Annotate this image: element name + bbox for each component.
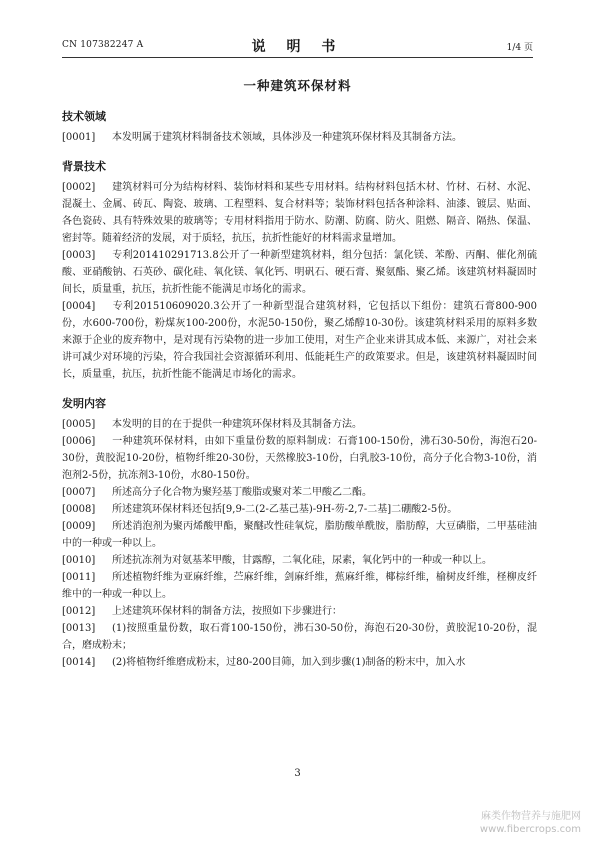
paragraph: [62, 433, 537, 484]
section: [62, 395, 537, 671]
paragraph-text: 本发明的目的在于提供一种建筑环保材料及其制备方法。: [112, 419, 362, 430]
paragraph-text: 一种建筑环保材料，由如下重量份数的原料制成：石膏100-150份，沸石30-50份，海泡石20-30份，黄胶泥10-20份，植物纤维20-30份，天然橡胶3-10份，白乳胶3-10份，高分子化合物3-10份，消泡剂2-5份，抗冻剂3-10份，水80-150份。: [62, 436, 537, 481]
paragraph-number: [0011]: [62, 572, 96, 583]
header-divider: [62, 57, 533, 58]
paragraph: [62, 518, 537, 552]
paragraph: [62, 179, 537, 247]
document-body: [62, 108, 537, 683]
section: [62, 108, 537, 146]
page-header: [62, 36, 533, 56]
paragraph: [62, 620, 537, 654]
paragraph: [62, 569, 537, 603]
section-heading: 发明内容: [62, 397, 106, 410]
paragraph-number: [0008]: [62, 504, 96, 515]
paragraph-text: 所述抗冻剂为对氨基苯甲酸，甘露醇，二氧化硅，尿素，氧化钙中的一种或一种以上。: [112, 555, 492, 566]
paragraph-text: 所述消泡剂为聚丙烯酸甲酯，聚醚改性硅氧烷，脂肪酸单酰胺，脂肪醇，大豆磷脂，二甲基硅油中的一种或一种以上。: [62, 521, 537, 549]
paragraph: [62, 129, 537, 146]
section-heading: 背景技术: [62, 160, 106, 173]
paragraph-number: [0002]: [62, 182, 96, 193]
document-title: 一种建筑环保材料: [243, 78, 352, 93]
paragraph-number: [0001]: [62, 132, 96, 143]
paragraph: [62, 552, 537, 569]
paragraph-text: 本发明属于建筑材料制备技术领域，具体涉及一种建筑环保材料及其制备方法。: [112, 132, 462, 143]
paragraph: [62, 501, 537, 518]
paragraph-text: 专利201410291713.8公开了一种新型建筑材料，组分包括：氯化镁、苯酚、丙酮、催化剂硫酸、亚硝酸钠、石英砂、碳化硅、氧化镁、氧化钙、明矾石、硬石膏、聚氨酯、聚乙烯。该建筑材料凝固时间长，质量重，抗压，抗折性能不能满足市场化的需求。: [62, 250, 537, 295]
watermark-url: www.fibercrops.com: [479, 824, 581, 835]
document-type: 说 明 书: [251, 39, 344, 55]
paragraph: [62, 416, 537, 433]
paragraph-number: [0007]: [62, 487, 96, 498]
paragraph-number: [0012]: [62, 606, 96, 617]
patent-number: CN 107382247 A: [62, 40, 144, 50]
section-heading: 技术领域: [62, 110, 106, 123]
paragraph-number: [0004]: [62, 301, 96, 312]
paragraph-number: [0010]: [62, 555, 96, 566]
paragraph: [62, 298, 537, 383]
paragraph-number: [0014]: [62, 657, 96, 668]
paragraph-text: 专利201510609020.3公开了一种新型混合建筑材料，它包括以下组份：建筑石膏800-900份，水600-700份，粉煤灰100-200份，水泥50-150份，聚乙烯醇10-30份。该建筑材料采用的原料多数来源于企业的废弃物中，是对现有污染物的进一步加工使用，对生产企业来讲其成本低、来源广，对社会来讲可减少对环境的污染，符合我国社会资源循环利用、低能耗生产的政策要求。但是，该建筑材料凝固时间长，质量重，抗压，抗折性能不能满足市场化的需求。: [62, 301, 537, 380]
paragraph-number: [0006]: [62, 436, 96, 447]
watermark-name: 麻类作物营养与施肥网: [481, 811, 581, 822]
paragraph-text: 建筑材料可分为结构材料、装饰材料和某些专用材料。结构材料包括木材、竹材、石材、水泥、混凝土、金属、砖瓦、陶瓷、玻璃、工程塑料、复合材料等；装饰材料包括各种涂料、油漆、镀层、贴面、各色瓷砖、具有特殊效果的玻璃等；专用材料指用于防水、防潮、防腐、防火、阻燃、隔音、隔热、保温、密封等。随着经济的发展，对于质轻，抗压，抗折性能好的材料需求量增加。: [62, 182, 537, 244]
paragraph: [62, 654, 537, 671]
paragraph-number: [0009]: [62, 521, 96, 532]
paragraph-text: 所述高分子化合物为聚羟基丁酸脂或聚对苯二甲酸乙二酯。: [112, 487, 372, 498]
paragraph-text: 所述建筑环保材料还包括[9,9-二(2-乙基己基)-9H-芴-2,7-二基]二硼酸2-5份。: [112, 504, 458, 515]
paragraph-text: (1)按照重量份数，取石膏100-150份，沸石30-50份，海泡石20-30份，黄胶泥10-20份，混合，磨成粉末；: [62, 623, 537, 651]
paragraph: [62, 484, 537, 501]
paragraph-text: (2)将植物纤维磨成粉末，过80-200目筛，加入到步骤(1)制备的粉末中，加入水: [112, 657, 466, 668]
paragraph-number: [0003]: [62, 250, 96, 261]
watermark: [480, 810, 581, 836]
paragraph-number: [0005]: [62, 419, 96, 430]
page-indicator: 1/4 页: [506, 43, 533, 53]
paragraph: [62, 247, 537, 298]
section: [62, 158, 537, 383]
paragraph-number: [0013]: [62, 623, 96, 634]
paragraph-text: 上述建筑环保材料的制备方法，按照如下步骤进行：: [112, 606, 342, 617]
page-number: 3: [294, 768, 301, 779]
paragraph-text: 所述植物纤维为亚麻纤维，苎麻纤维，剑麻纤维，蕉麻纤维，椰棕纤维，榆树皮纤维，柽柳皮纤维中的一种或一种以上。: [62, 572, 537, 600]
paragraph: [62, 603, 537, 620]
